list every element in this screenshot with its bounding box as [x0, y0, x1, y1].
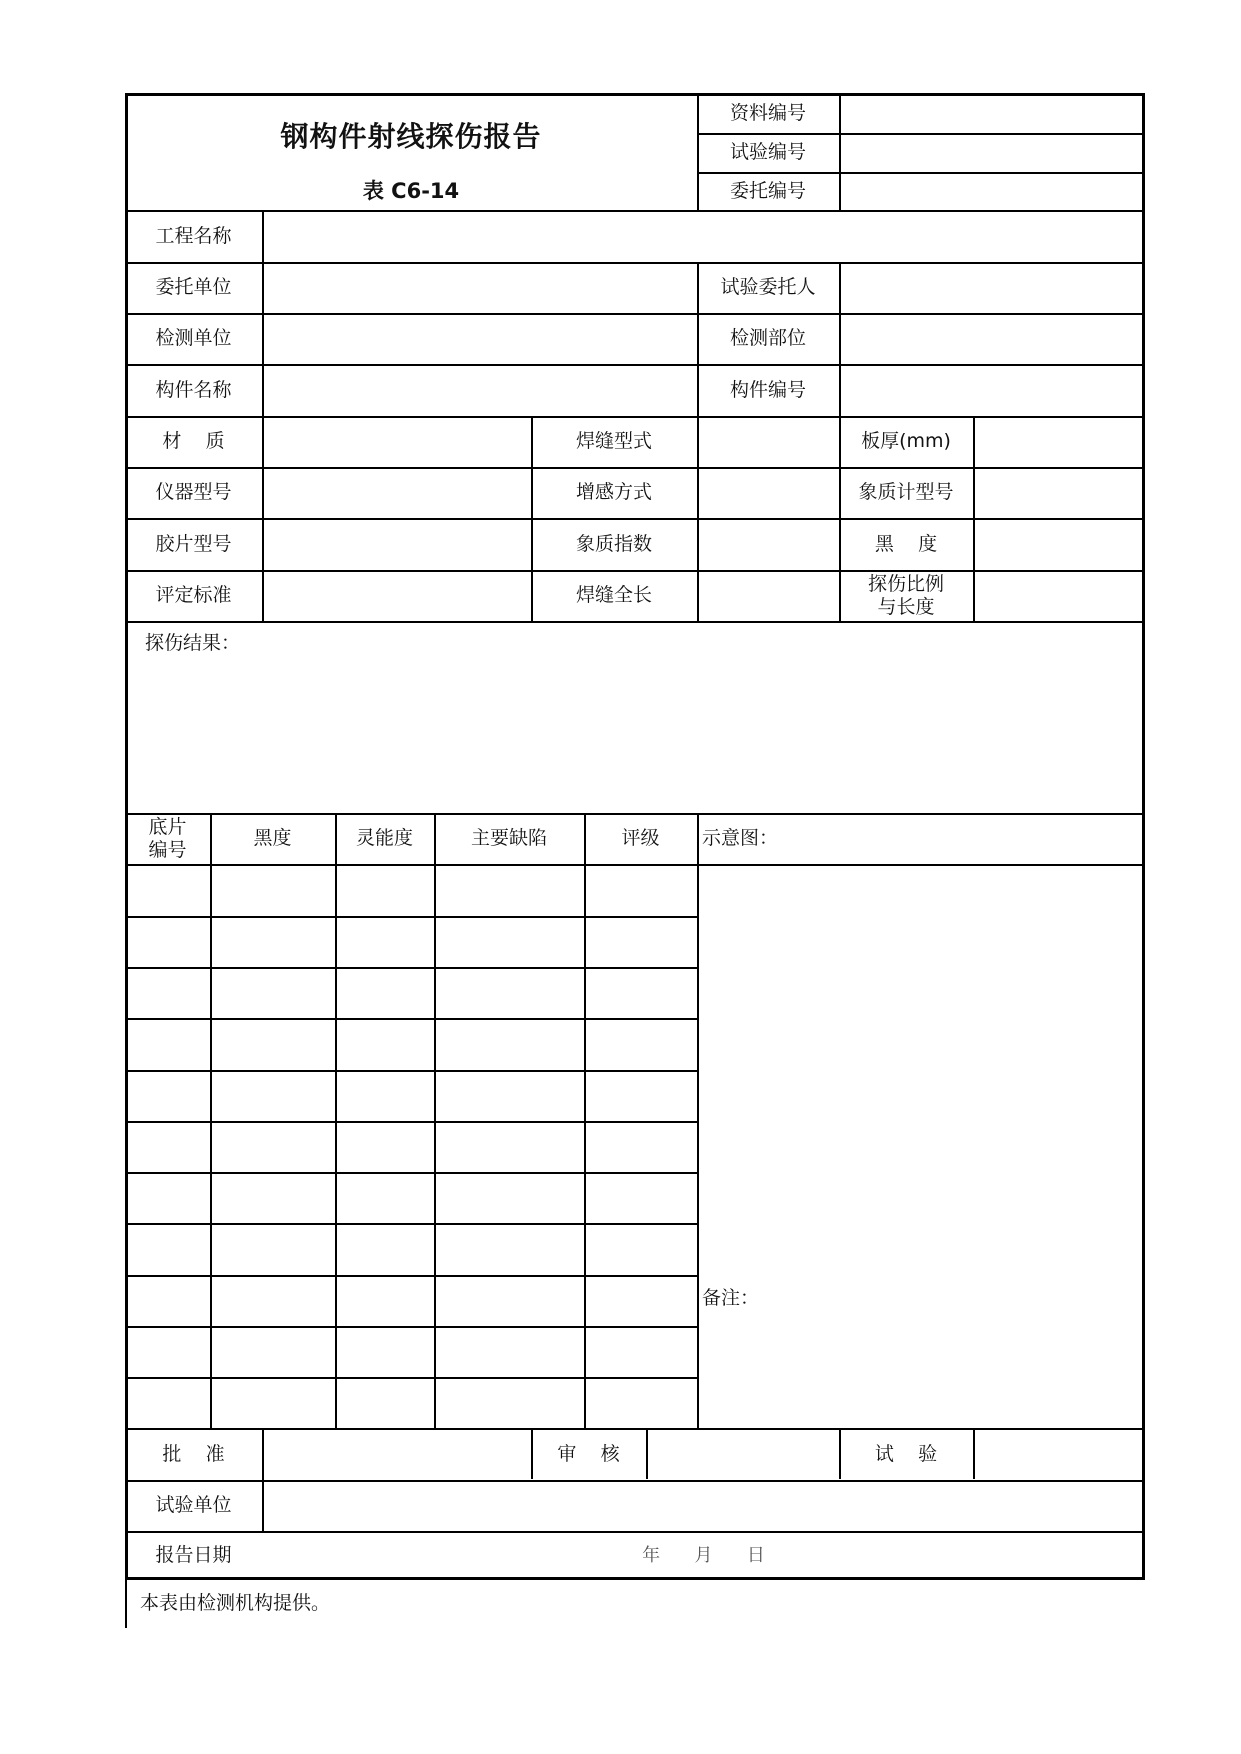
sensitivity-cell[interactable]: [335, 1018, 434, 1069]
inspection-result-field[interactable]: [127, 658, 1143, 812]
film-density-cell[interactable]: [210, 1069, 335, 1120]
main-defect-cell[interactable]: [434, 1326, 584, 1377]
entrust-no-field[interactable]: [839, 172, 1145, 210]
review-field[interactable]: [646, 1428, 839, 1480]
sensitivity-cell[interactable]: [335, 864, 434, 915]
material-field[interactable]: [262, 416, 531, 467]
instrument-model-field[interactable]: [262, 467, 531, 518]
film-density-header: 黑度: [253, 827, 292, 849]
test-no-label: 试验编号: [729, 141, 806, 163]
sensitivity-header: 灵能度: [355, 827, 413, 849]
intensify-method-field[interactable]: [697, 467, 839, 518]
inspection-result-label: 探伤结果：: [145, 631, 241, 654]
image-quality-index-field[interactable]: [697, 518, 839, 570]
client-unit-field[interactable]: [262, 262, 697, 313]
grade-header: 评级: [621, 827, 660, 849]
instrument-model-label: 仪器型号: [155, 481, 232, 503]
main-defect-cell[interactable]: [434, 915, 584, 966]
weld-total-length-field[interactable]: [697, 570, 839, 621]
inspection-ratio-label: 探伤比例 与长度: [867, 572, 944, 618]
project-name-label: 工程名称: [155, 224, 232, 247]
film-density-cell[interactable]: [210, 1377, 335, 1428]
film-density-cell[interactable]: [210, 967, 335, 1018]
weld-type-label: 焊缝型式: [575, 430, 652, 452]
film-no-cell[interactable]: [125, 1223, 210, 1274]
film-no-cell[interactable]: [125, 1274, 210, 1325]
main-defect-cell[interactable]: [434, 1018, 584, 1069]
plate-thickness-label: 板厚(mm): [861, 430, 951, 452]
sensitivity-cell[interactable]: [335, 915, 434, 966]
approve-field[interactable]: [262, 1428, 531, 1480]
film-density-cell[interactable]: [210, 1121, 335, 1172]
sensitivity-cell[interactable]: [335, 1377, 434, 1428]
entrust-no-label: 委托编号: [729, 179, 806, 202]
film-density-cell[interactable]: [210, 1223, 335, 1274]
test-unit-field[interactable]: [262, 1480, 1145, 1531]
main-defect-cell[interactable]: [434, 1172, 584, 1223]
grade-cell[interactable]: [584, 1172, 697, 1223]
grade-cell[interactable]: [584, 1069, 697, 1120]
main-defect-cell[interactable]: [434, 1377, 584, 1428]
remarks-field[interactable]: [699, 1315, 1143, 1427]
approve-label: 批 准: [162, 1442, 225, 1465]
grade-cell[interactable]: [584, 1018, 697, 1069]
report-date-label: 报告日期: [155, 1544, 232, 1566]
film-density-cell[interactable]: [210, 915, 335, 966]
grade-cell[interactable]: [584, 1274, 697, 1325]
footer-note: 本表由检测机构提供。: [140, 1591, 331, 1614]
evaluation-standard-field[interactable]: [262, 570, 531, 621]
film-no-cell[interactable]: [125, 1018, 210, 1069]
film-density-cell[interactable]: [210, 1018, 335, 1069]
sketch-area[interactable]: [699, 866, 1143, 1276]
grade-cell[interactable]: [584, 1377, 697, 1428]
report-title: 钢构件射线探伤报告: [280, 119, 542, 153]
sketch-label: 示意图：: [702, 827, 779, 849]
review-label: 审 核: [557, 1442, 620, 1465]
inspection-unit-label: 检测单位: [155, 327, 232, 349]
member-name-label: 构件名称: [155, 378, 232, 401]
inspection-unit-field[interactable]: [262, 313, 697, 364]
main-defect-cell[interactable]: [434, 864, 584, 915]
evaluation-standard-label: 评定标准: [155, 584, 232, 606]
weld-total-length-label: 焊缝全长: [575, 584, 652, 606]
image-quality-index-label: 象质指数: [575, 532, 652, 555]
main-defect-header: 主要缺陷: [470, 827, 547, 849]
grade-cell[interactable]: [584, 1326, 697, 1377]
tester-label: 试 验: [874, 1442, 938, 1465]
material-label: 材 质: [162, 430, 225, 452]
doc-no-field[interactable]: [839, 93, 1145, 133]
film-no-cell[interactable]: [125, 915, 210, 966]
sensitivity-cell[interactable]: [335, 967, 434, 1018]
member-no-field[interactable]: [839, 364, 1145, 416]
test-no-field[interactable]: [839, 133, 1145, 172]
client-unit-label: 委托单位: [155, 276, 232, 298]
film-no-cell[interactable]: [125, 1326, 210, 1377]
report-date-field[interactable]: 年 月 日: [642, 1545, 765, 1566]
sensitivity-cell[interactable]: [335, 1121, 434, 1172]
plate-thickness-field[interactable]: [973, 416, 1145, 467]
inspection-ratio-field[interactable]: [973, 570, 1145, 621]
weld-type-field[interactable]: [697, 416, 839, 467]
project-name-field[interactable]: [262, 210, 1145, 262]
grade-cell[interactable]: [584, 864, 697, 915]
tester-field[interactable]: [973, 1428, 1145, 1480]
intensify-method-label: 增感方式: [575, 481, 652, 503]
grade-cell[interactable]: [584, 967, 697, 1018]
main-defect-cell[interactable]: [434, 1069, 584, 1120]
density-field[interactable]: [973, 518, 1145, 570]
test-unit-label: 试验单位: [155, 1494, 232, 1516]
sensitivity-cell[interactable]: [335, 1172, 434, 1223]
film-no-cell[interactable]: [125, 864, 210, 915]
iqi-model-field[interactable]: [973, 467, 1145, 518]
grade-cell[interactable]: [584, 1223, 697, 1274]
test-client-field[interactable]: [839, 262, 1145, 313]
density-label: 黑 度: [874, 532, 938, 555]
remarks-label: 备注：: [702, 1286, 760, 1309]
film-model-label: 胶片型号: [155, 532, 232, 555]
table-number: 表 C6-14: [362, 178, 460, 203]
film-no-cell[interactable]: [125, 1069, 210, 1120]
sensitivity-cell[interactable]: [335, 1274, 434, 1325]
test-client-label: 试验委托人: [720, 276, 816, 298]
sensitivity-cell[interactable]: [335, 1069, 434, 1120]
grade-cell[interactable]: [584, 1121, 697, 1172]
film-no-cell[interactable]: [125, 967, 210, 1018]
film-model-field[interactable]: [262, 518, 531, 570]
rule-line: [125, 621, 1145, 623]
member-no-label: 构件编号: [729, 378, 806, 401]
film-density-cell[interactable]: [210, 1172, 335, 1223]
member-name-field[interactable]: [262, 364, 697, 416]
doc-no-label: 资料编号: [729, 101, 806, 124]
rule-line: [125, 1580, 127, 1628]
film-density-cell[interactable]: [210, 1274, 335, 1325]
film-no-cell[interactable]: [125, 1121, 210, 1172]
film-no-header: 底片 编号: [148, 815, 187, 861]
inspection-part-field[interactable]: [839, 313, 1145, 364]
main-defect-cell[interactable]: [434, 1121, 584, 1172]
film-no-cell[interactable]: [125, 1172, 210, 1223]
main-defect-cell[interactable]: [434, 1223, 584, 1274]
sensitivity-cell[interactable]: [335, 1223, 434, 1274]
main-defect-cell[interactable]: [434, 967, 584, 1018]
inspection-part-label: 检测部位: [729, 327, 806, 349]
sensitivity-cell[interactable]: [335, 1326, 434, 1377]
iqi-model-label: 象质计型号: [858, 481, 954, 503]
film-no-cell[interactable]: [125, 1377, 210, 1428]
film-density-cell[interactable]: [210, 1326, 335, 1377]
grade-cell[interactable]: [584, 915, 697, 966]
main-defect-cell[interactable]: [434, 1274, 584, 1325]
film-density-cell[interactable]: [210, 864, 335, 915]
